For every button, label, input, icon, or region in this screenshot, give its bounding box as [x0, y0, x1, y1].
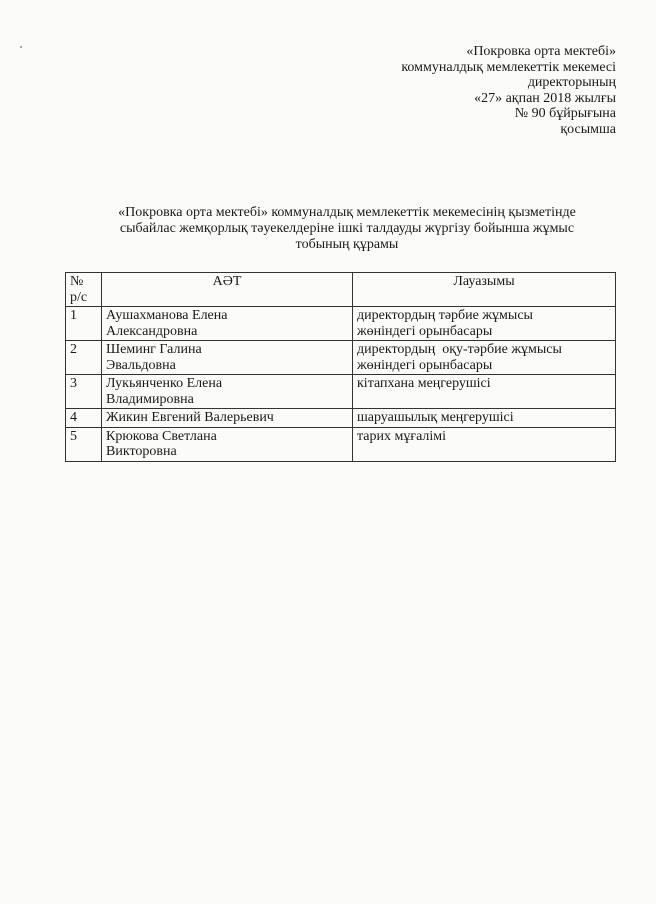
position-line: кітапхана меңгерушісі — [357, 376, 491, 391]
position-line: жөніндегі орынбасары — [357, 357, 493, 373]
header-line: «Покровка орта мектебі» — [466, 44, 616, 59]
header-num-line2: р/с — [70, 289, 88, 305]
title-line: «Покровка орта мектебі» коммуналдық мемлекеттік мекемесінің қызметінде — [118, 205, 576, 220]
name-line: Шеминг Галина — [106, 342, 202, 357]
row-name — [102, 427, 353, 461]
table-row — [66, 341, 616, 375]
header-num-line1: № — [70, 274, 84, 289]
title-line: тобының құрамы — [295, 237, 399, 252]
scan-speck — [20, 46, 22, 48]
row-num: 3 — [66, 375, 102, 409]
header-line: № 90 бұйрығына — [514, 106, 616, 122]
title-line: сыбайлас жемқорлық тәуекелдеріне ішкі талдауды жүргізу бойынша жұмыс — [119, 221, 575, 236]
row-name — [102, 341, 353, 375]
row-num: 5 — [66, 427, 102, 461]
members-table — [65, 272, 616, 462]
name-line: Жикин Евгений Валерьевич — [106, 410, 274, 425]
name-line: Александровна — [106, 323, 198, 339]
name-line: Эвальдовна — [106, 357, 176, 373]
row-position — [353, 427, 616, 461]
table-row — [66, 427, 616, 461]
position-line: директордың тәрбие жұмысы — [357, 308, 533, 323]
position-line: шаруашылық меңгерушісі — [357, 410, 514, 425]
row-position — [353, 341, 616, 375]
document-title — [70, 205, 624, 253]
table-row — [66, 409, 616, 428]
row-num: 1 — [66, 307, 102, 341]
position-line: жөніндегі орынбасары — [357, 323, 493, 339]
row-position — [353, 307, 616, 341]
name-line: Аушахманова Елена — [106, 308, 228, 323]
table-row — [66, 375, 616, 409]
position-line: директордың оқу-тәрбие жұмысы — [357, 342, 562, 357]
name-line: Владимировна — [106, 391, 194, 407]
row-name — [102, 409, 353, 428]
row-name — [102, 375, 353, 409]
row-position — [353, 409, 616, 428]
name-line: Крюкова Светлана — [106, 428, 217, 444]
name-line: Лукьянченко Елена — [106, 376, 223, 391]
table-row — [66, 307, 616, 341]
table-header-row — [66, 273, 616, 307]
name-line: Викторовна — [106, 444, 177, 459]
header-position: Лауазымы — [353, 273, 616, 307]
row-num: 2 — [66, 341, 102, 375]
header-line: «27» ақпан 2018 жылғы — [474, 90, 616, 106]
position-line: тарих мұғалімі — [357, 428, 447, 444]
row-name — [102, 307, 353, 341]
header-line: директорының — [527, 75, 616, 91]
row-position — [353, 375, 616, 409]
header-num — [66, 273, 102, 307]
header-line: коммуналдық мемлекеттік мекемесі — [401, 59, 616, 75]
approval-header — [401, 44, 616, 138]
header-line: қосымша — [560, 121, 616, 137]
header-name: АӘТ — [102, 273, 353, 307]
row-num: 4 — [66, 409, 102, 428]
